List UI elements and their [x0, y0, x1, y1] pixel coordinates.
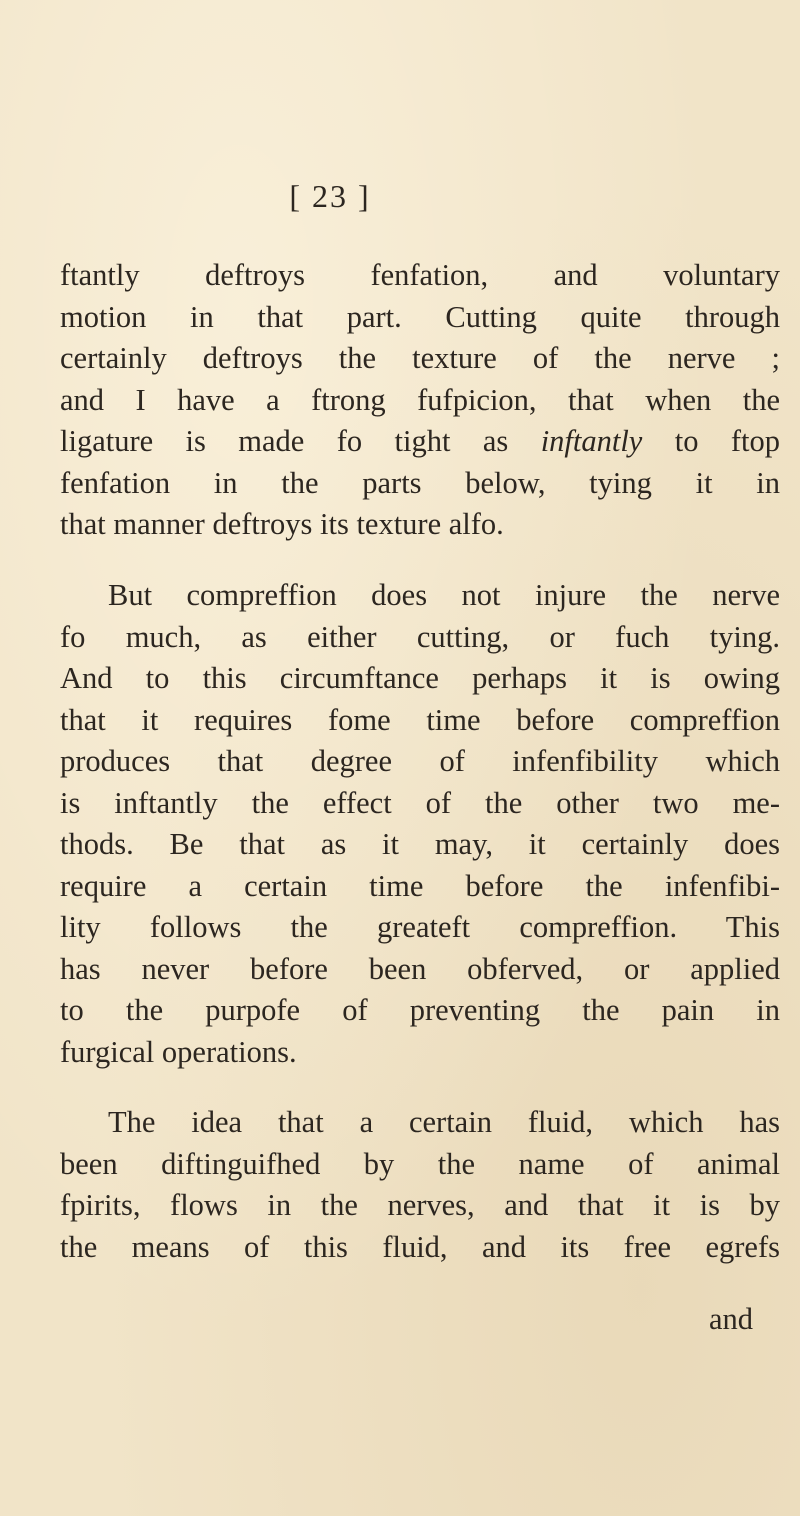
text-line: The idea that a certain fluid, which has: [108, 1105, 780, 1139]
text-line: fpirits, flows in the nerves, and that it is by: [60, 1188, 780, 1222]
text-line: that manner deftroys its texture alfo.: [60, 507, 504, 541]
text-segment: to ftop: [674, 424, 781, 458]
text-line: fo much, as either cutting, or fuch tying.: [60, 619, 780, 654]
text-line: require a certain time before the infenfibi-: [60, 868, 780, 903]
text-line: ftantly deftroys fenfation, and voluntary: [60, 258, 780, 292]
text-line: produces that degree of infenfibility which: [60, 744, 780, 778]
text-segment: ligature is made fo tight as: [60, 424, 509, 458]
paragraph-1: [60, 255, 780, 546]
text-line: certainly deftroys the texture of the nerve ;: [60, 341, 780, 375]
text-line: to the purpofe of preventing the pain in: [60, 993, 780, 1027]
text-line: the means of this fluid, and its free egrefs: [60, 1229, 780, 1264]
text-line: motion in that part. Cutting quite through: [60, 299, 780, 334]
catchword: and: [708, 1302, 753, 1336]
text-line: thods. Be that as it may, it certainly does: [60, 827, 780, 861]
text-line: and I have a ftrong fufpicion, that when the: [60, 382, 780, 417]
text-line: lity follows the greateft compreffion. This: [60, 910, 780, 944]
text-line: fenfation in the parts below, tying it in: [60, 465, 780, 500]
text-line: been diftinguifhed by the name of animal: [60, 1146, 780, 1181]
text-line: But compreffion does not injure the nerve: [108, 578, 780, 612]
text-line: has never before been obferved, or applied: [60, 951, 780, 986]
paragraph-2: [60, 575, 780, 1073]
italic-word: inftantly: [540, 424, 643, 458]
text-line: is inftantly the effect of the other two me-: [60, 785, 780, 820]
text-line: And to this circumftance perhaps it is owing: [60, 661, 780, 695]
text-line: furgical operations.: [60, 1034, 297, 1069]
page-number: [ 23 ]: [289, 178, 371, 214]
text-line-with-italic: [60, 421, 780, 463]
paragraph-3: [60, 1102, 780, 1268]
text-line: that it requires fome time before compreffion: [60, 702, 780, 737]
